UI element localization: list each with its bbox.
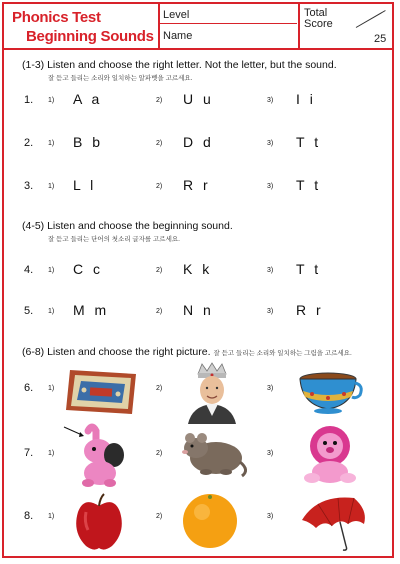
- king-picture[interactable]: [184, 362, 240, 424]
- level-field[interactable]: [159, 4, 297, 24]
- option-label: 3): [267, 385, 274, 392]
- option-label: 3): [267, 513, 274, 520]
- option-label: 3): [267, 140, 274, 147]
- option-label: 3): [267, 450, 274, 457]
- total-label: Total: [304, 7, 328, 19]
- option-label: 1): [48, 385, 55, 392]
- option-label: 2): [156, 450, 163, 457]
- score-label: Score: [304, 18, 333, 30]
- option-label: 2): [156, 513, 163, 520]
- answer-option-letter[interactable]: A a: [73, 91, 103, 107]
- rug-picture[interactable]: [64, 366, 140, 418]
- option-label: 3): [267, 183, 274, 190]
- option-label: 1): [48, 308, 55, 315]
- level-label: Level: [163, 9, 190, 21]
- answer-option-letter[interactable]: M m: [73, 302, 110, 318]
- answer-option-letter[interactable]: U u: [183, 91, 214, 107]
- answer-option-letter[interactable]: D d: [183, 134, 214, 150]
- option-label: 2): [156, 385, 163, 392]
- option-label: 1): [48, 140, 55, 147]
- section-1-title: (1-3) Listen and choose the right letter. Not the letter, but the sound.: [22, 59, 337, 71]
- name-label: Name: [163, 30, 193, 42]
- option-label: 2): [156, 140, 163, 147]
- test-subtitle: Beginning Sounds: [26, 28, 154, 45]
- title-block: [4, 4, 160, 48]
- answer-option-letter[interactable]: T t: [296, 134, 322, 150]
- pink-lion-toy-picture[interactable]: [296, 422, 362, 486]
- question-4-number: 4.: [24, 264, 34, 276]
- section-3-subtitle: 잘 듣고 들리는 소리와 일치하는 그림을 고르세요.: [213, 350, 352, 357]
- question-3-number: 3.: [24, 180, 34, 192]
- answer-option-letter[interactable]: N n: [183, 302, 214, 318]
- question-2-number: 2.: [24, 137, 34, 149]
- option-label: 2): [156, 183, 163, 190]
- option-label: 2): [156, 267, 163, 274]
- question-5-number: 5.: [24, 305, 34, 317]
- section-2-subtitle: 잘 듣고 들리는 단어의 첫소리 글자를 고르세요.: [48, 236, 180, 243]
- answer-option-letter[interactable]: T t: [296, 261, 322, 277]
- question-6-number: 6.: [24, 382, 34, 394]
- option-label: 2): [156, 97, 163, 104]
- section-3-title-text: (6-8) Listen and choose the right picture.: [22, 346, 211, 358]
- option-label: 3): [267, 308, 274, 315]
- answer-option-letter[interactable]: I i: [296, 91, 316, 107]
- umbrella-picture[interactable]: [298, 490, 370, 552]
- option-label: 3): [267, 97, 274, 104]
- test-title: Phonics Test: [12, 9, 101, 26]
- answer-option-letter[interactable]: C c: [73, 261, 103, 277]
- answer-option-letter[interactable]: R r: [296, 302, 324, 318]
- orange-picture[interactable]: [180, 492, 240, 550]
- option-label: 2): [156, 308, 163, 315]
- worksheet-header: [4, 4, 392, 50]
- option-label: 1): [48, 267, 55, 274]
- question-8-number: 8.: [24, 510, 34, 522]
- option-label: 1): [48, 513, 55, 520]
- option-label: 3): [267, 267, 274, 274]
- section-2-title: (4-5) Listen and choose the beginning sound.: [22, 220, 233, 232]
- option-label: 1): [48, 183, 55, 190]
- section-3-title: [22, 346, 352, 358]
- cup-picture[interactable]: [292, 371, 364, 415]
- score-max: 25: [374, 33, 387, 45]
- pink-elephant-toy-picture[interactable]: [62, 421, 134, 489]
- answer-option-letter[interactable]: K k: [183, 261, 213, 277]
- answer-option-letter[interactable]: B b: [73, 134, 104, 150]
- answer-option-letter[interactable]: R r: [183, 177, 211, 193]
- option-label: 1): [48, 97, 55, 104]
- answer-option-letter[interactable]: T t: [296, 177, 322, 193]
- apple-picture[interactable]: [72, 492, 126, 552]
- answer-option-letter[interactable]: L l: [73, 177, 97, 193]
- worksheet: [2, 2, 394, 558]
- name-field[interactable]: [159, 24, 297, 48]
- section-1-subtitle: 잘 듣고 들리는 소리와 일치하는 알파벳을 고르세요.: [48, 75, 193, 82]
- option-label: 1): [48, 450, 55, 457]
- rat-toy-picture[interactable]: [176, 426, 250, 480]
- question-7-number: 7.: [24, 447, 34, 459]
- question-1-number: 1.: [24, 94, 34, 106]
